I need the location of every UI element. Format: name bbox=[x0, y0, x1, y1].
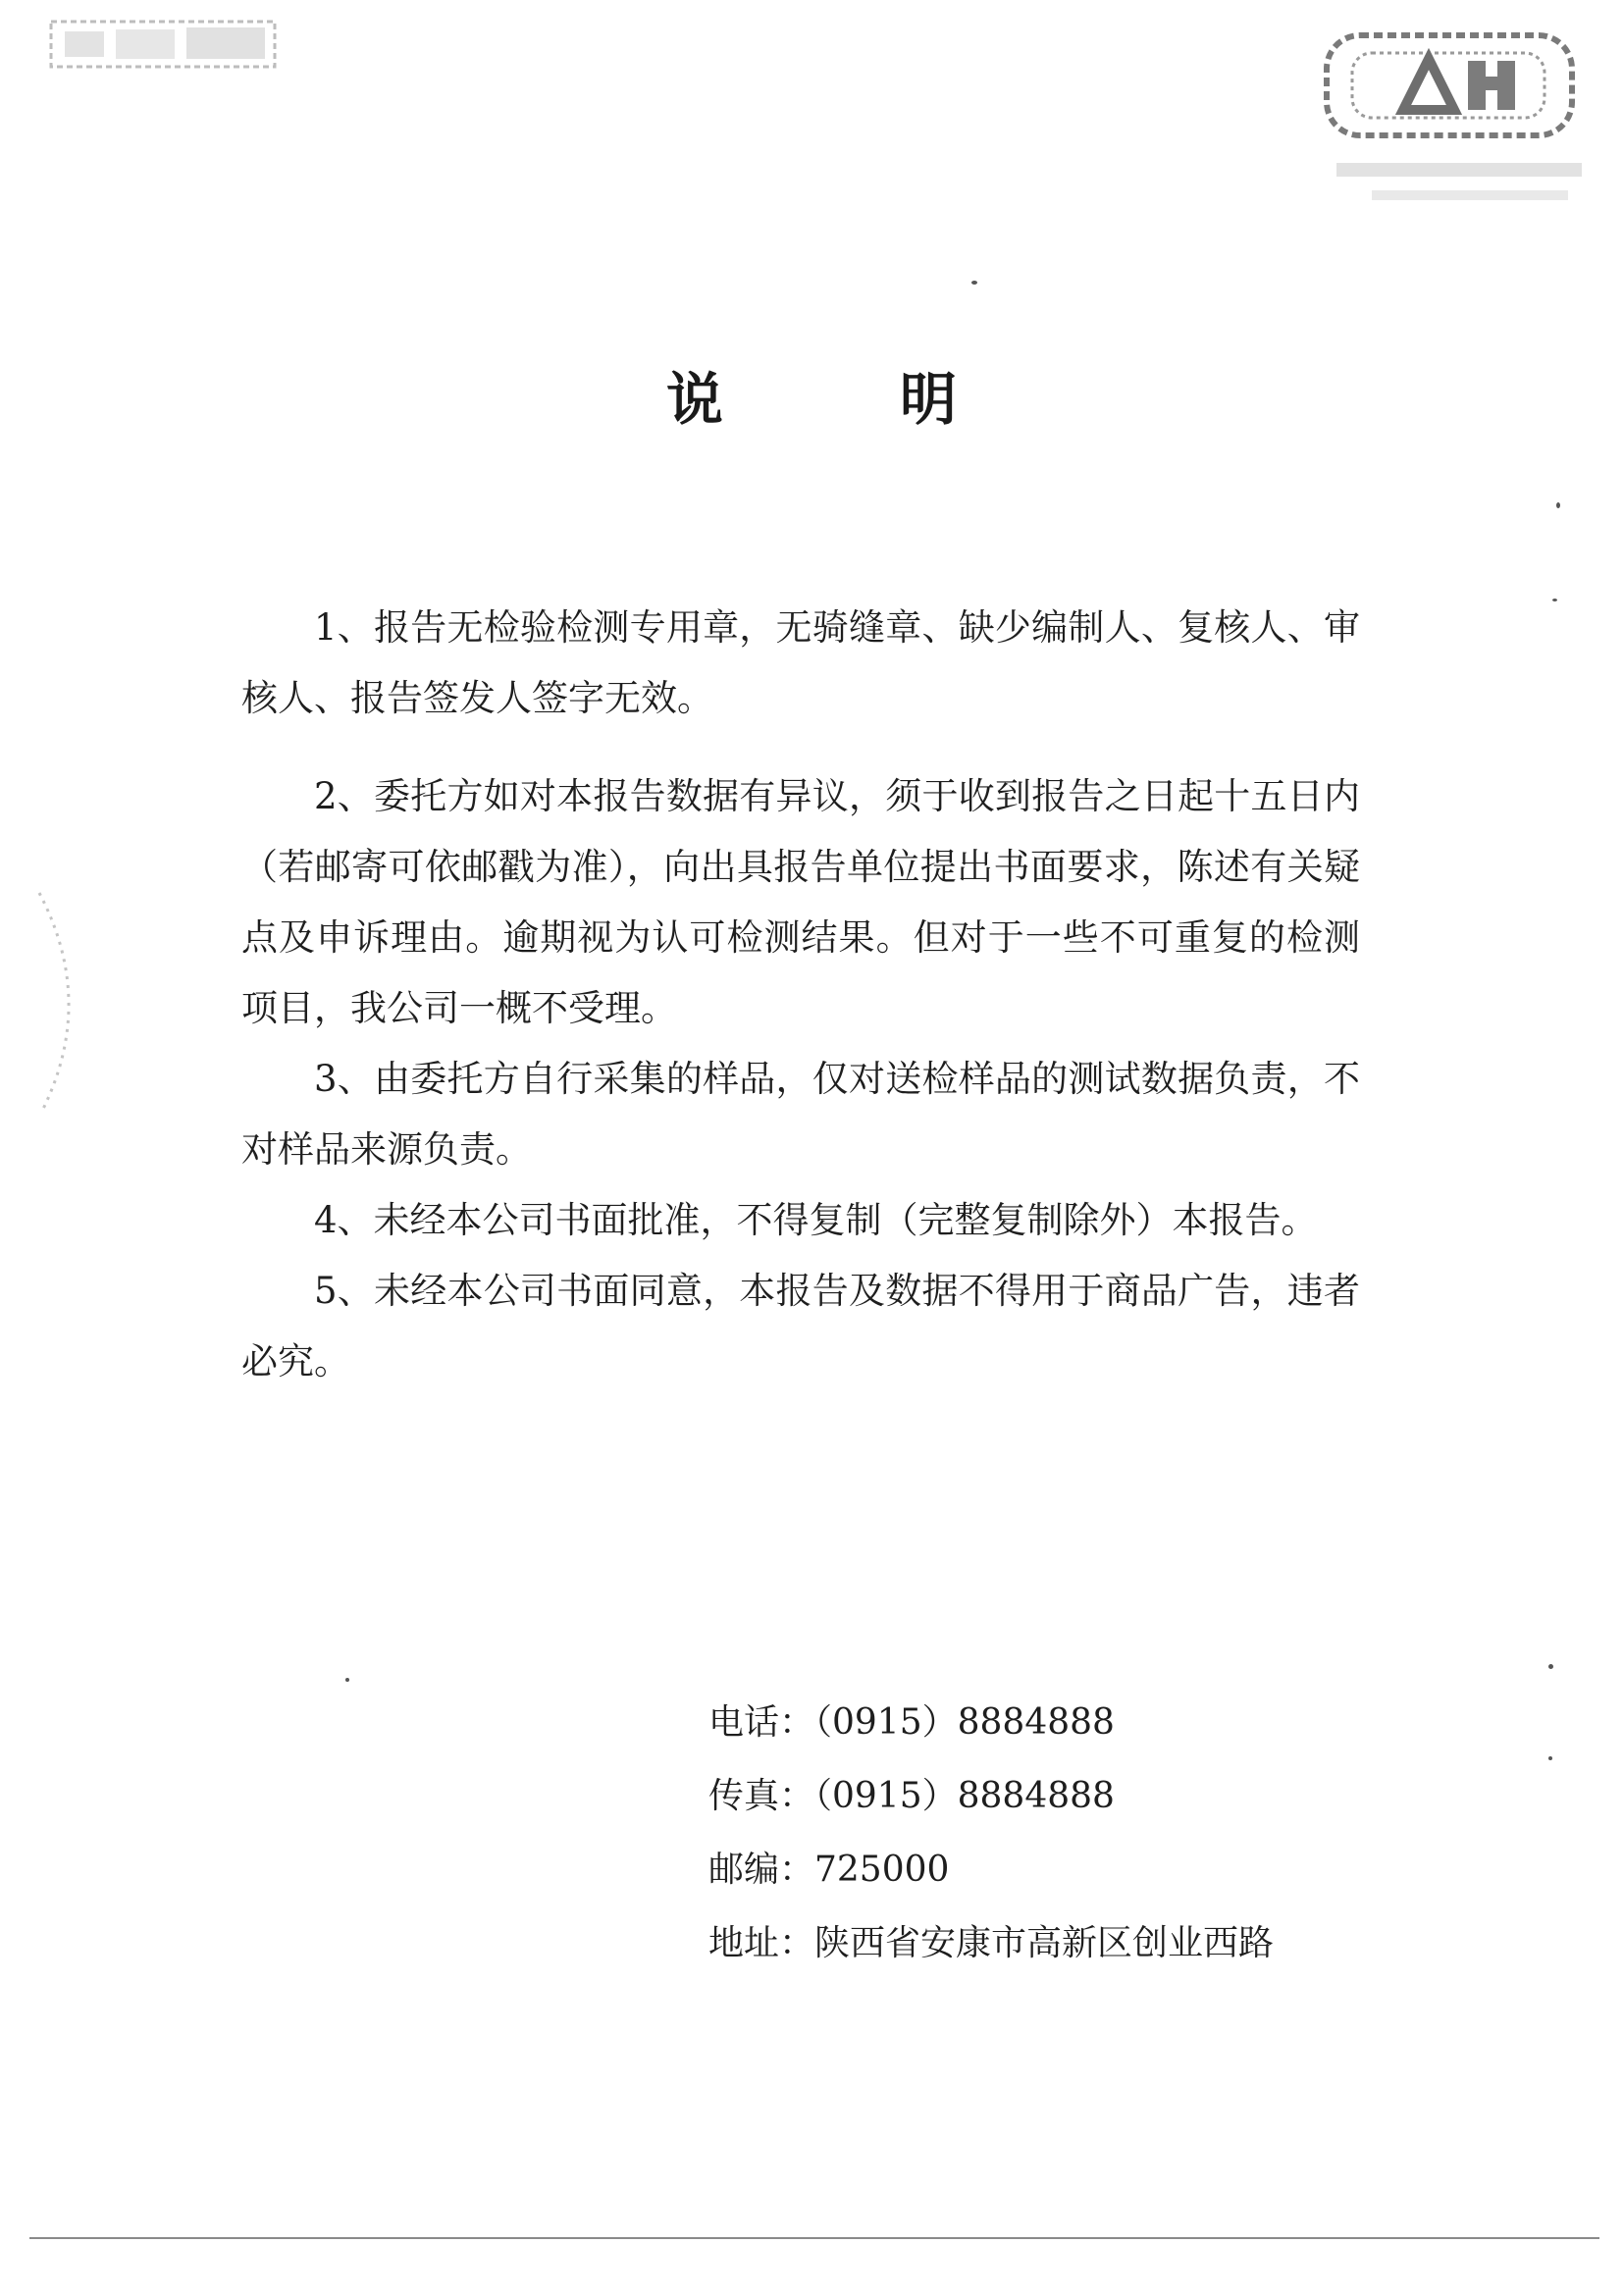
note-item: 3、由委托方自行采集的样品，仅对送检样品的测试数据负责，不对样品来源负责。 bbox=[241, 1058, 1360, 1171]
contact-phone: 电话：（0915）8884888 bbox=[708, 1702, 1115, 1743]
scan-speck bbox=[1548, 1756, 1552, 1760]
contact-block bbox=[708, 1686, 1395, 1980]
contact-postcode: 邮编：725000 bbox=[708, 1850, 950, 1890]
footer-rule bbox=[29, 2237, 1599, 2239]
faded-logo-stamp-top-right bbox=[1313, 16, 1597, 212]
note-item: 5、未经本公司书面同意，本报告及数据不得用于商品广告，违者必究。 bbox=[241, 1270, 1360, 1383]
scan-binding-mark bbox=[20, 883, 98, 1119]
notes-list bbox=[241, 593, 1360, 1397]
scan-speck bbox=[1552, 599, 1557, 601]
note-item: 4、未经本公司书面批准，不得复制（完整复制除外）本报告。 bbox=[314, 1199, 1318, 1241]
contact-address: 地址：陕西省安康市高新区创业西路 bbox=[708, 1923, 1275, 1963]
contact-fax: 传真：（0915）8884888 bbox=[708, 1776, 1115, 1816]
note-item: 1、报告无检验检测专用章，无骑缝章、缺少编制人、复核人、审核人、报告签发人签字无效。 bbox=[241, 606, 1360, 719]
scan-speck bbox=[1556, 502, 1560, 508]
faded-stamp-top-left bbox=[47, 14, 279, 75]
scan-speck bbox=[1548, 1664, 1553, 1669]
document-title: 说明 bbox=[665, 366, 1133, 433]
scan-speck bbox=[971, 281, 977, 285]
note-item: 2、委托方如对本报告数据有异议，须于收到报告之日起十五日内（若邮寄可依邮戳为准），向出具报告单位提出书面要求，陈述有关疑点及申诉理由。逾期视为认可检测结果。但对于一些不可重复的检测项目，我公司一概不受理。 bbox=[241, 775, 1360, 1029]
scan-speck bbox=[345, 1678, 349, 1682]
